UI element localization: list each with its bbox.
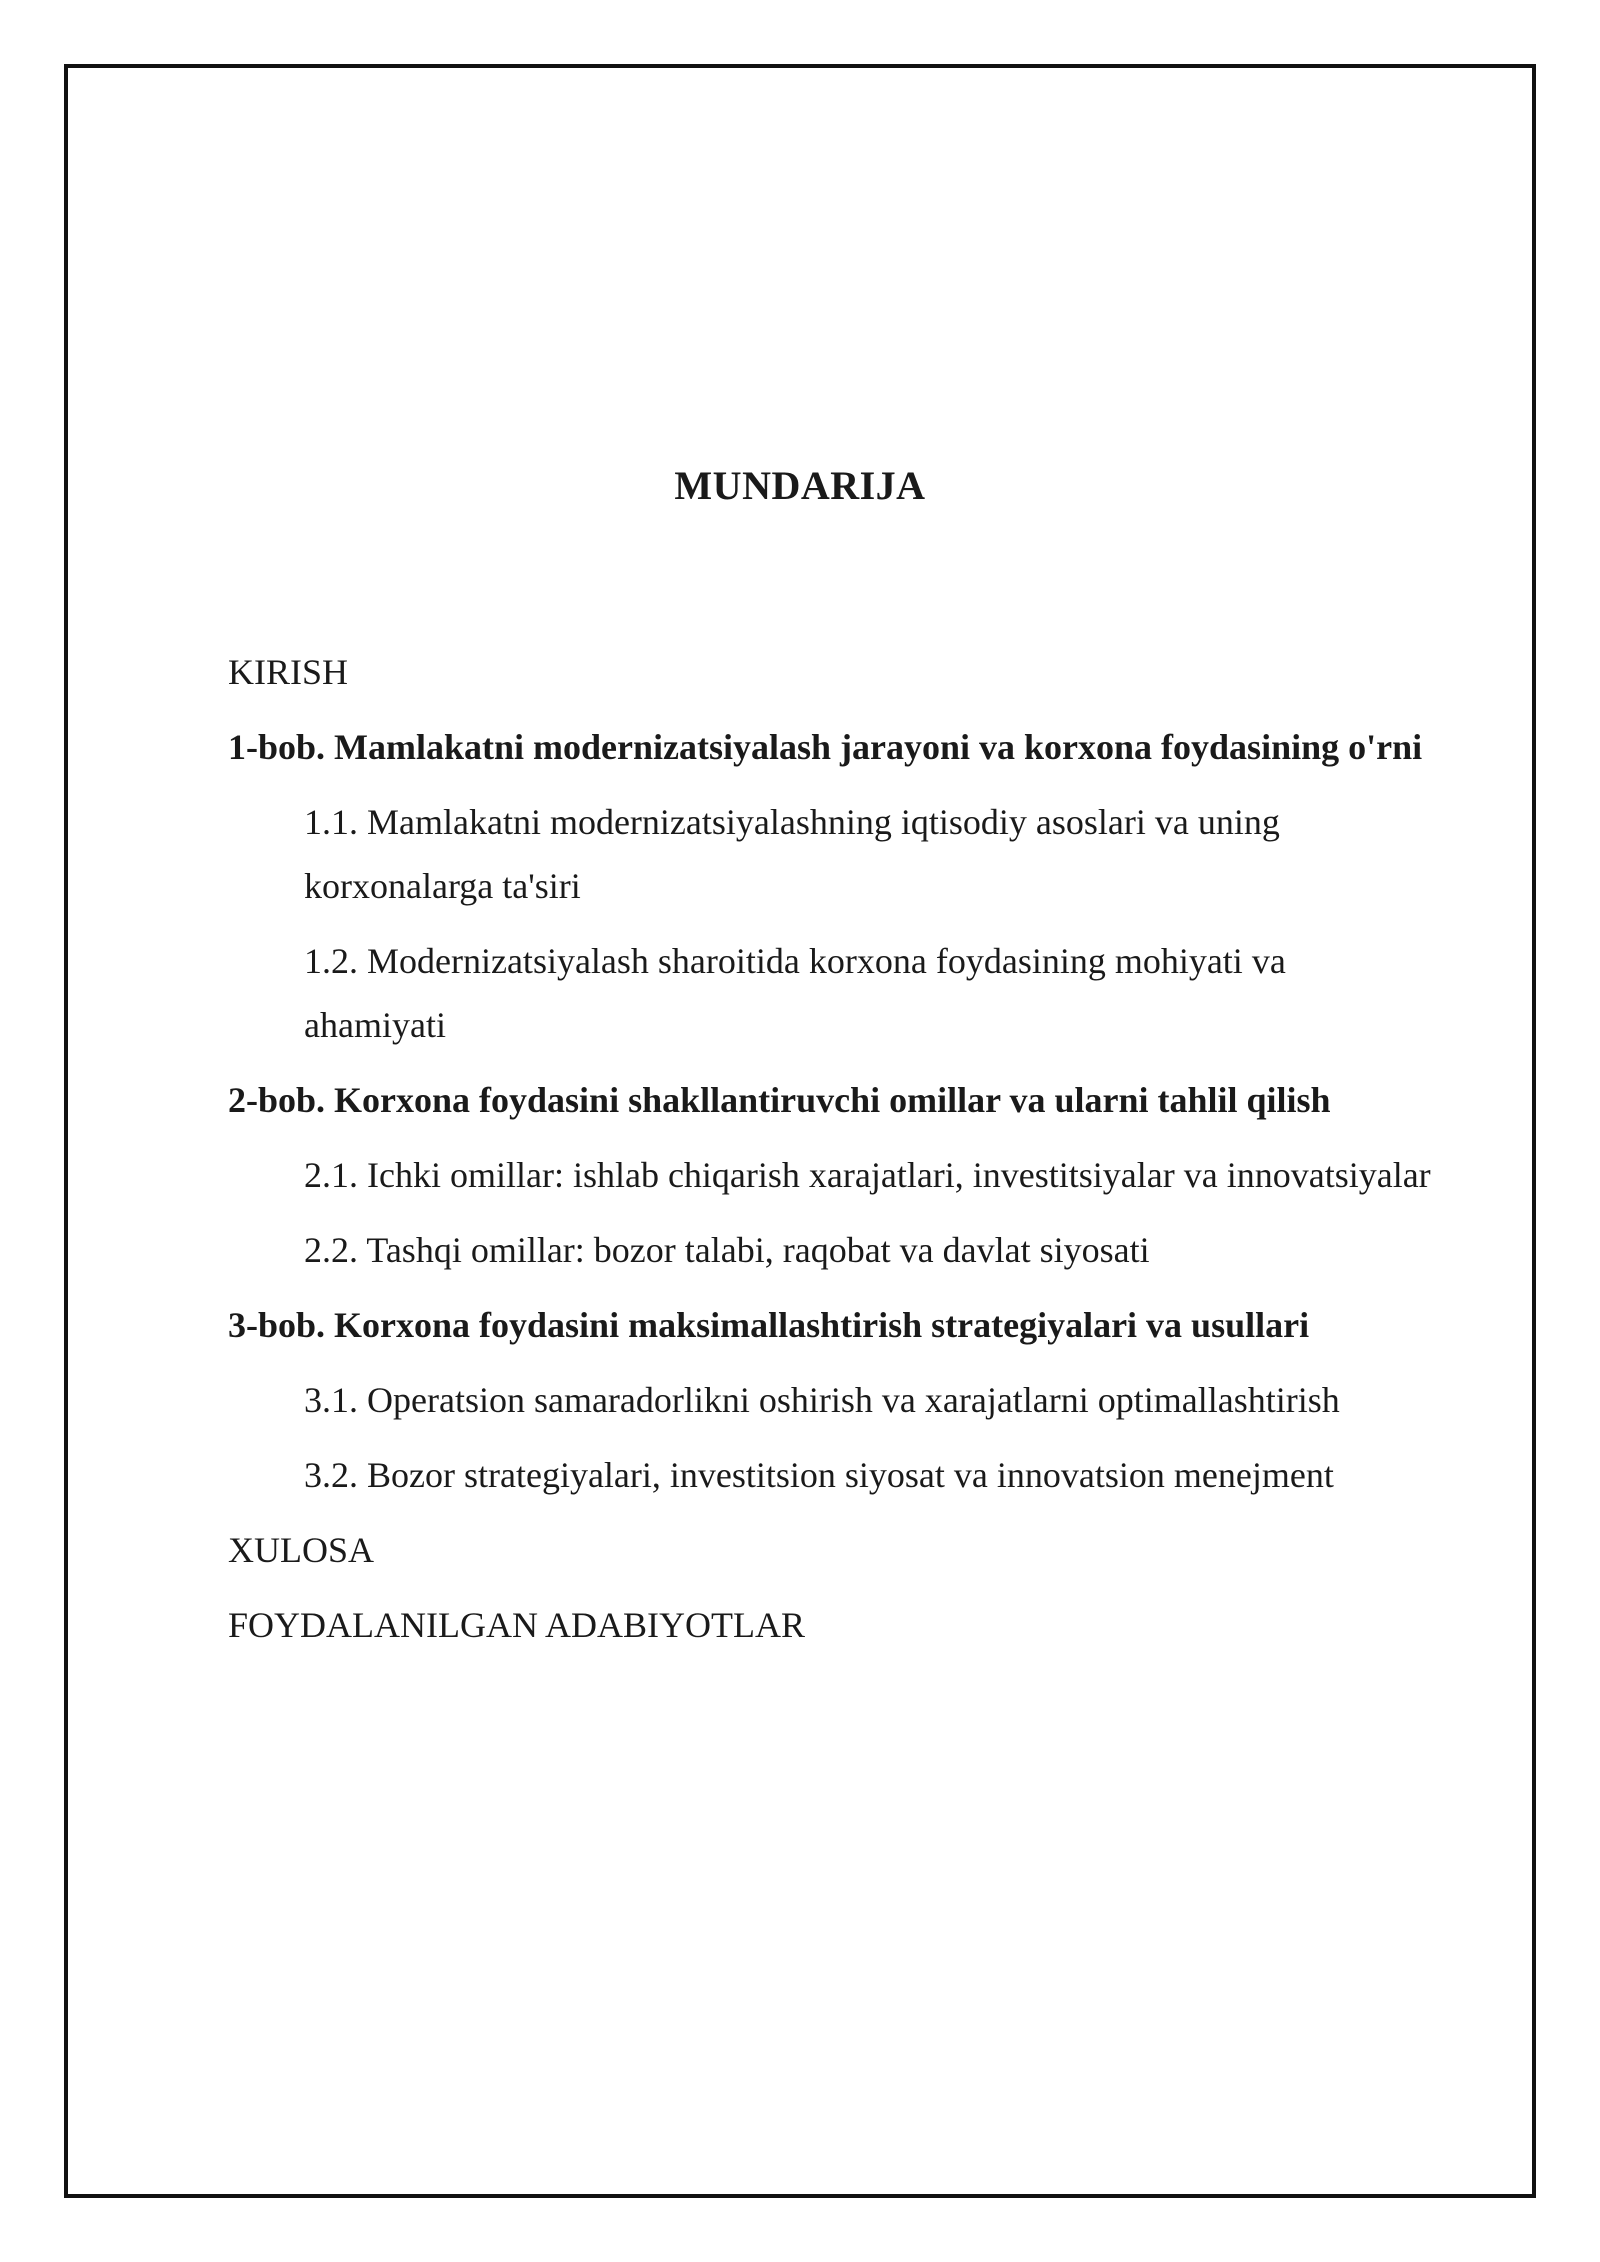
toc-entry-references: FOYDALANILGAN ADABIYOTLAR	[228, 1605, 805, 1645]
toc-section-1-2-line1: 1.2. Modernizatsiyalash sharoitida korxona foydasining mohiyati va	[304, 941, 1286, 981]
toc-entry-conclusion: XULOSA	[228, 1530, 375, 1570]
toc-section-1-1	[228, 790, 1424, 918]
toc-chapter-3: 3-bob. Korxona foydasini maksimallashtirish strategiyalari va usullari	[228, 1305, 1310, 1345]
page-title: MUNDARIJA	[674, 463, 926, 508]
toc-section-1-2-line2: ahamiyati	[304, 1005, 446, 1045]
toc-section-1-2	[228, 929, 1424, 1057]
toc-chapter-1: 1-bob. Mamlakatni modernizatsiyalash jarayoni va korxona foydasining o'rni	[228, 727, 1423, 767]
toc-section-3-2: 3.2. Bozor strategiyalari, investitsion siyosat va innovatsion menejment	[304, 1455, 1334, 1495]
toc-section-2-1: 2.1. Ichki omillar: ishlab chiqarish xarajatlari, investitsiyalar va innovatsiyalar	[304, 1155, 1431, 1195]
toc-entry-intro: KIRISH	[228, 652, 349, 692]
toc-section-2-2: 2.2. Tashqi omillar: bozor talabi, raqobat va davlat siyosati	[304, 1230, 1150, 1270]
toc-section-1-1-line1: 1.1. Mamlakatni modernizatsiyalashning iqtisodiy asoslari va uning	[304, 802, 1280, 842]
toc-chapter-2: 2-bob. Korxona foydasini shakllantiruvchi omillar va ularni tahlil qilish	[228, 1080, 1331, 1120]
toc-section-3-1: 3.1. Operatsion samaradorlikni oshirish va xarajatlarni optimallashtirish	[304, 1380, 1340, 1420]
toc-section-1-1-line2: korxonalarga ta'siri	[304, 866, 581, 906]
table-of-contents	[228, 640, 1488, 1657]
